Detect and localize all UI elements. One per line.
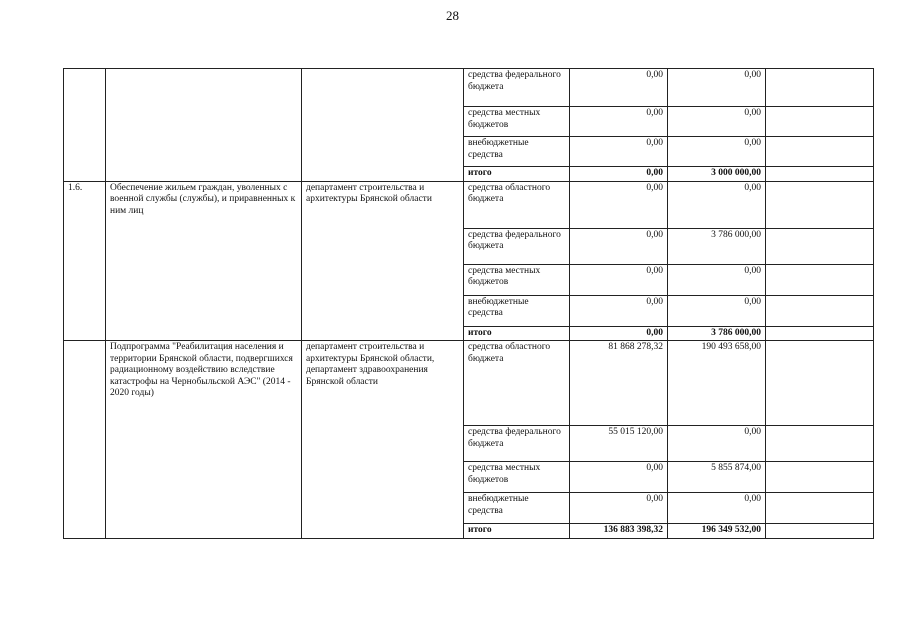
empty-cell <box>766 426 874 462</box>
page-number: 28 <box>446 8 459 23</box>
amount-cell-1: 0,00 <box>570 264 668 295</box>
empty-cell <box>766 462 874 493</box>
index-cell <box>64 69 106 182</box>
measure-name-cell: Подпрограмма "Реабилитация населения и территории Брянской области, подвергшихся радиационному воздействию вследствие катастрофы на Чернобыльской АЭС" (2014 - 2020 годы) <box>106 341 302 539</box>
funding-source-cell: внебюджетные средства <box>464 295 570 326</box>
empty-cell <box>766 167 874 182</box>
amount-cell-1: 0,00 <box>570 107 668 137</box>
measure-name-cell: Обеспечение жильем граждан, уволенных с военной службы (службы), и приравненных к ним лиц <box>106 181 302 341</box>
amount-cell-2: 3 786 000,00 <box>668 228 766 264</box>
funding-source-cell: средства местных бюджетов <box>464 107 570 137</box>
amount-cell-1: 0,00 <box>570 462 668 493</box>
executor-cell <box>302 69 464 182</box>
amount-cell-2: 0,00 <box>668 493 766 524</box>
total-amount-cell-2: 196 349 532,00 <box>668 524 766 539</box>
amount-cell-1: 81 868 278,32 <box>570 341 668 426</box>
funding-source-cell: средства федерального бюджета <box>464 69 570 107</box>
funding-source-cell: средства федерального бюджета <box>464 228 570 264</box>
total-amount-cell-2: 3 786 000,00 <box>668 326 766 341</box>
amount-cell-1: 0,00 <box>570 295 668 326</box>
funding-source-cell: средства федерального бюджета <box>464 426 570 462</box>
measure-name-cell <box>106 69 302 182</box>
total-label-cell: итого <box>464 524 570 539</box>
empty-cell <box>766 341 874 426</box>
amount-cell-2: 0,00 <box>668 137 766 167</box>
funding-source-cell: внебюджетные средства <box>464 493 570 524</box>
index-cell <box>64 341 106 539</box>
executor-cell: департамент строительства и архитектуры Брянской области, департамент здравоохранения Брянской области <box>302 341 464 539</box>
empty-cell <box>766 524 874 539</box>
amount-cell-2: 0,00 <box>668 426 766 462</box>
empty-cell <box>766 295 874 326</box>
amount-cell-2: 190 493 658,00 <box>668 341 766 426</box>
amount-cell-2: 0,00 <box>668 69 766 107</box>
empty-cell <box>766 181 874 228</box>
funding-source-cell: внебюджетные средства <box>464 137 570 167</box>
empty-cell <box>766 326 874 341</box>
amount-cell-1: 0,00 <box>570 493 668 524</box>
amount-cell-1: 55 015 120,00 <box>570 426 668 462</box>
amount-cell-2: 0,00 <box>668 181 766 228</box>
total-label-cell: итого <box>464 167 570 182</box>
total-amount-cell-1: 0,00 <box>570 167 668 182</box>
amount-cell-1: 0,00 <box>570 69 668 107</box>
table-row <box>64 181 874 228</box>
total-amount-cell-1: 0,00 <box>570 326 668 341</box>
executor-cell: департамент строительства и архитектуры Брянской области <box>302 181 464 341</box>
index-cell: 1.6. <box>64 181 106 341</box>
total-label-cell: итого <box>464 326 570 341</box>
funding-source-cell: средства областного бюджета <box>464 181 570 228</box>
amount-cell-2: 5 855 874,00 <box>668 462 766 493</box>
amount-cell-2: 0,00 <box>668 295 766 326</box>
table-row <box>64 341 874 426</box>
table-row <box>64 69 874 107</box>
amount-cell-2: 0,00 <box>668 264 766 295</box>
empty-cell <box>766 228 874 264</box>
total-amount-cell-1: 136 883 398,32 <box>570 524 668 539</box>
amount-cell-2: 0,00 <box>668 107 766 137</box>
total-amount-cell-2: 3 000 000,00 <box>668 167 766 182</box>
funding-source-cell: средства местных бюджетов <box>464 462 570 493</box>
empty-cell <box>766 107 874 137</box>
amount-cell-1: 0,00 <box>570 228 668 264</box>
empty-cell <box>766 493 874 524</box>
funding-source-cell: средства областного бюджета <box>464 341 570 426</box>
empty-cell <box>766 69 874 107</box>
empty-cell <box>766 137 874 167</box>
amount-cell-1: 0,00 <box>570 181 668 228</box>
funding-source-cell: средства местных бюджетов <box>464 264 570 295</box>
amount-cell-1: 0,00 <box>570 137 668 167</box>
empty-cell <box>766 264 874 295</box>
budget-table <box>63 68 874 539</box>
